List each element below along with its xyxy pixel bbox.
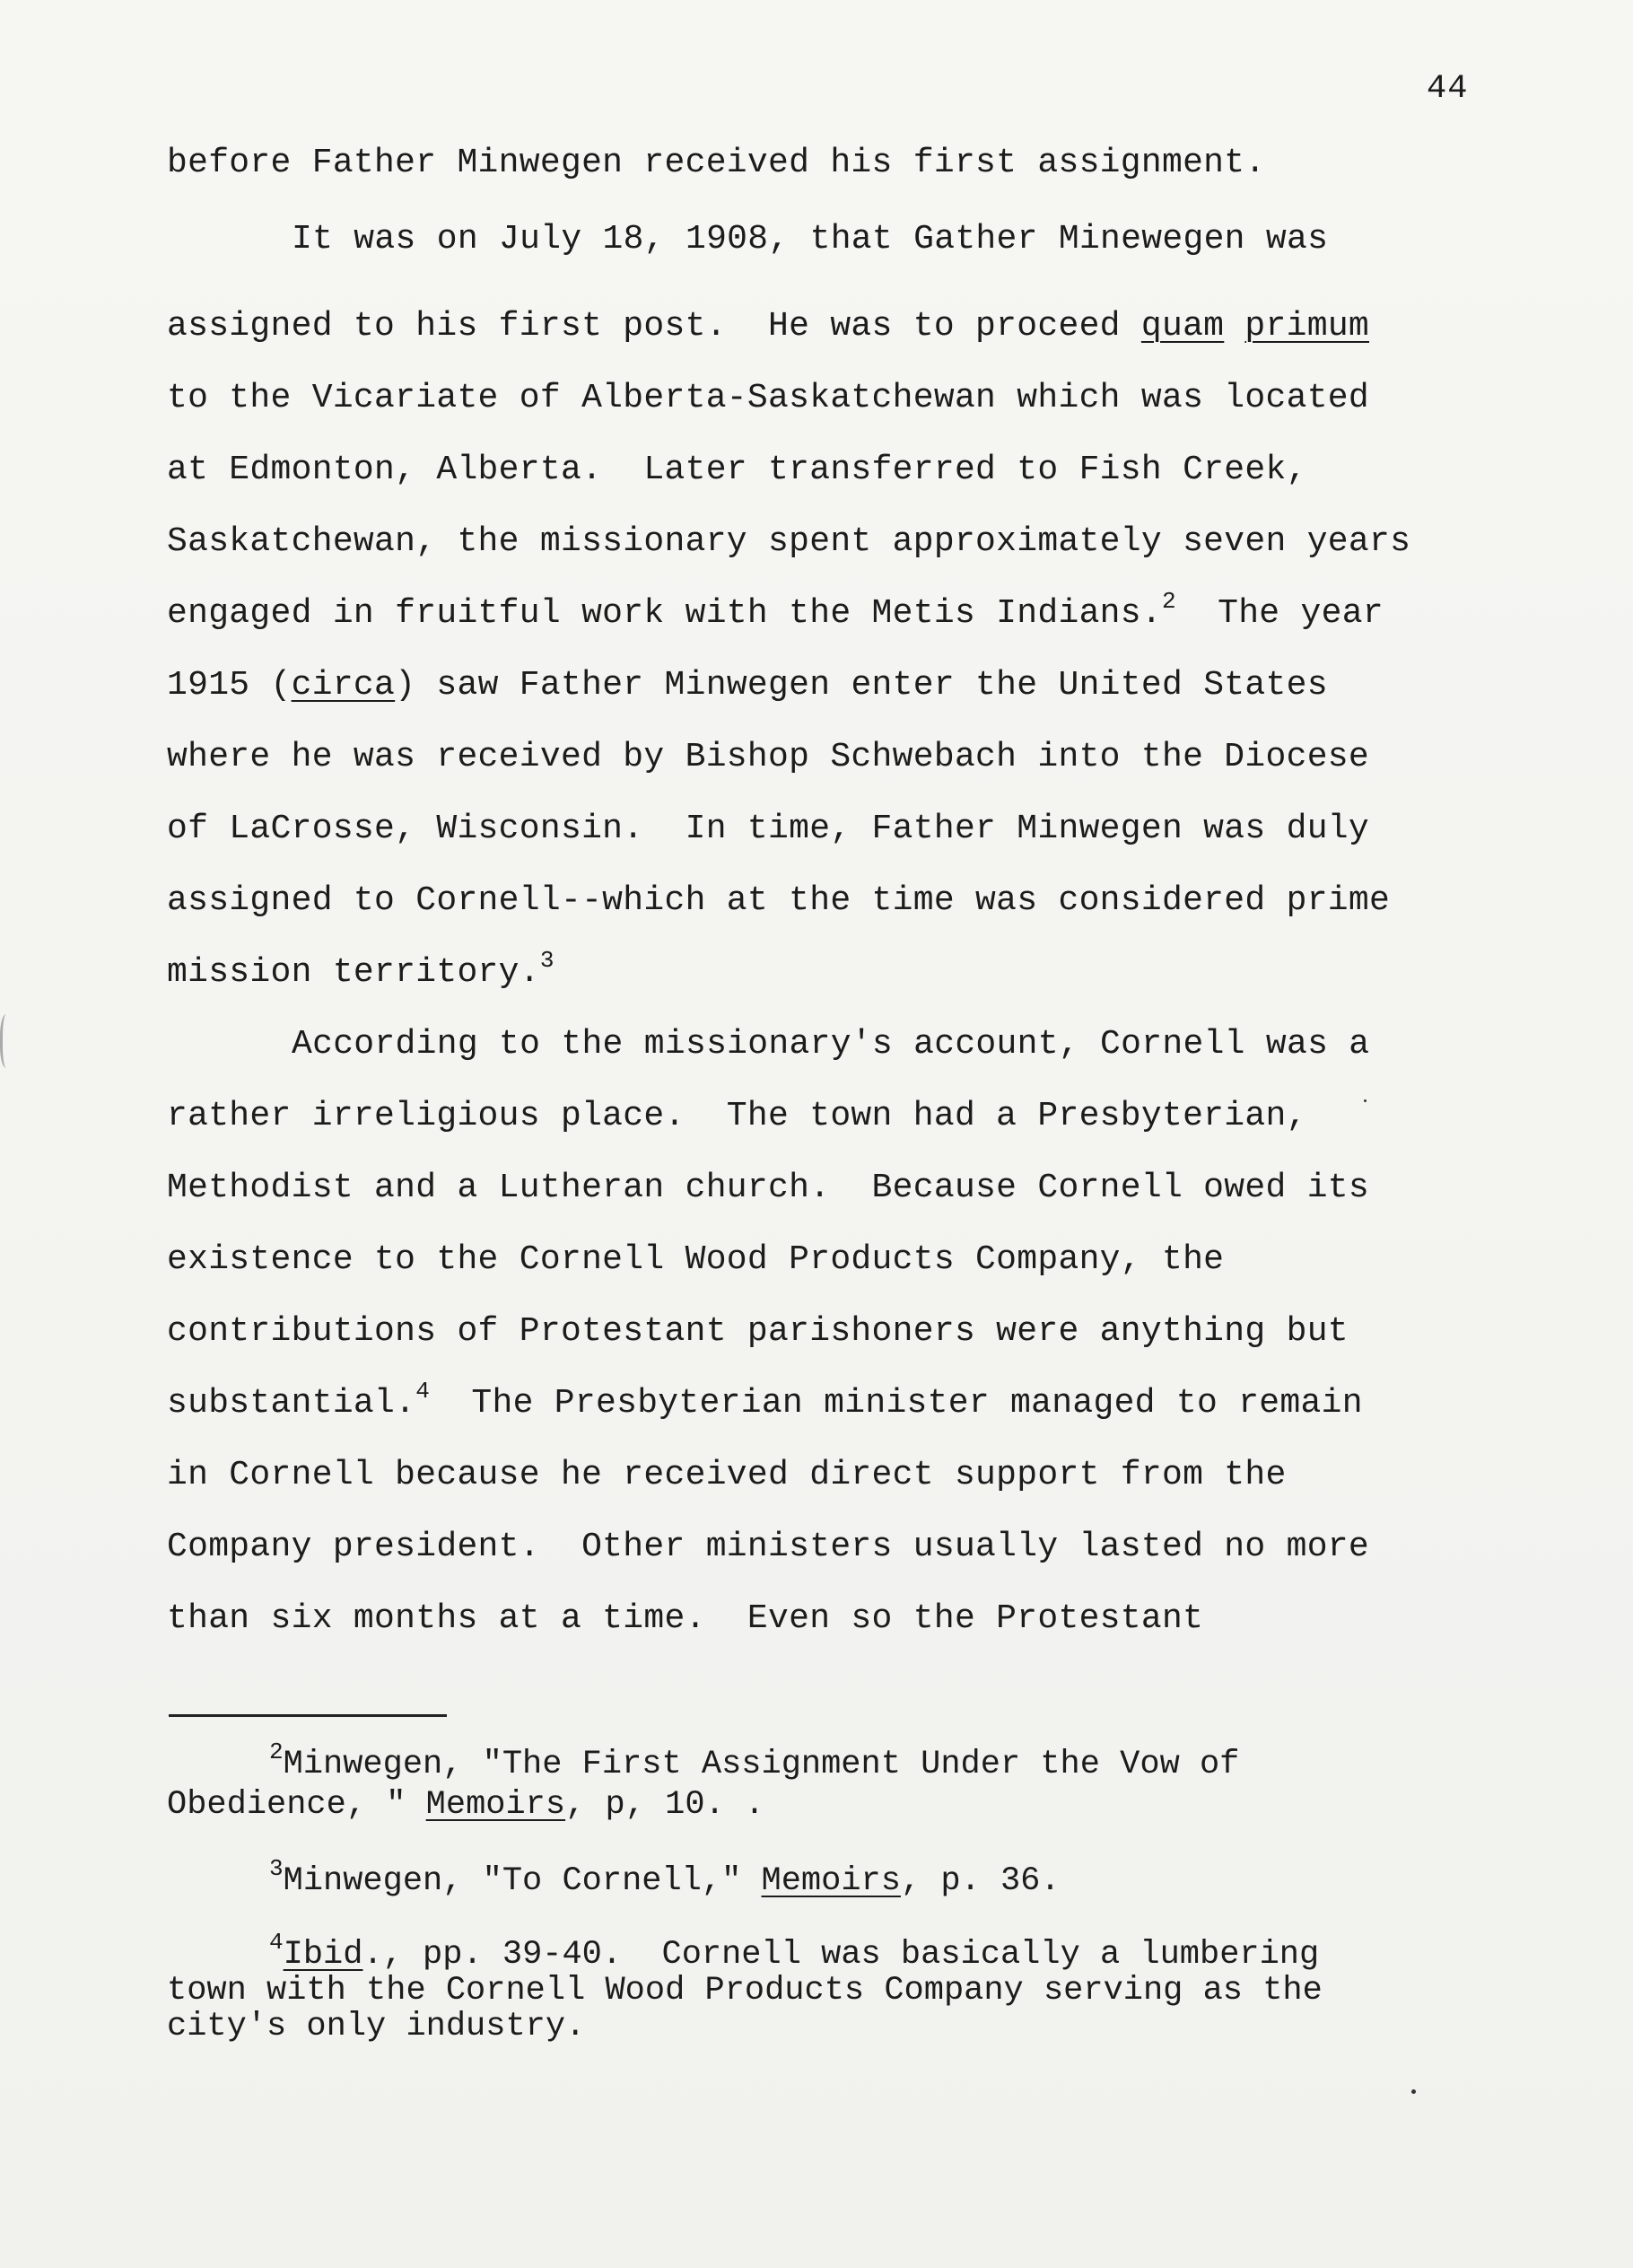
footnote-text: Minwegen, "To Cornell,"	[283, 1862, 762, 1900]
footnote-title: Memoirs	[425, 1786, 566, 1824]
body-line-3	[167, 307, 1369, 346]
body-line-12	[167, 947, 555, 992]
footnote-title: Memoirs	[761, 1862, 901, 1900]
body-line-7	[167, 588, 1384, 633]
paper-speck	[1364, 1099, 1367, 1102]
body-text: engaged in fruitful work with the Metis Indians.	[167, 594, 1162, 633]
latin-circa: circa	[291, 666, 396, 705]
latin-quam: quam	[1140, 307, 1225, 346]
space	[1224, 307, 1244, 346]
body-line-9: where he was received by Bishop Schwebach into the Diocese	[167, 738, 1370, 776]
body-line-5: at Edmonton, Alberta. Later transferred to Fish Creek,	[167, 451, 1307, 489]
body-text: The year	[1175, 594, 1384, 633]
footnote-ref-2: 2	[1161, 588, 1176, 615]
footnote-4-line-1	[269, 1929, 1320, 1975]
body-line-6: Saskatchewan, the missionary spent approximately seven years	[167, 522, 1411, 561]
footnote-text: ., pp. 39-40. Cornell was basically a lumbering	[362, 1936, 1320, 1974]
footnote-4-line-2: town with the Cornell Wood Products Company serving as the	[167, 1972, 1323, 2010]
page-edge-mark	[0, 1014, 15, 1068]
footnote-ibid: Ibid	[283, 1936, 363, 1974]
body-line-4: to the Vicariate of Alberta-Saskatchewan which was located	[167, 379, 1370, 417]
body-line-20: Company president. Other ministers usually lasted no more	[167, 1528, 1370, 1566]
footnote-3	[269, 1855, 1061, 1900]
footnote-number: 2	[269, 1738, 284, 1765]
body-text: substantial.	[167, 1384, 416, 1423]
footnote-text: , p. 36.	[900, 1862, 1061, 1900]
body-line-14: rather irreligious place. The town had a Presbyterian,	[167, 1097, 1307, 1135]
body-line-21: than six months at a time. Even so the Protestant	[167, 1599, 1204, 1638]
body-line-16: existence to the Cornell Wood Products Company, the	[167, 1240, 1225, 1279]
footnote-ref-3: 3	[539, 947, 555, 974]
footnote-number: 4	[269, 1929, 284, 1956]
paper-speck	[1411, 2089, 1416, 2094]
footnote-2-line-2	[167, 1786, 764, 1824]
body-line-15: Methodist and a Lutheran church. Because Cornell owed its	[167, 1169, 1370, 1207]
body-line-19: in Cornell because he received direct support from the	[167, 1456, 1287, 1494]
body-line-10: of LaCrosse, Wisconsin. In time, Father Minwegen was duly	[167, 810, 1370, 848]
latin-primum: primum	[1244, 307, 1370, 346]
page-number: 44	[1427, 70, 1469, 108]
footnote-text: , p, 10. .	[565, 1786, 765, 1824]
footnote-text: Obedience, "	[167, 1786, 426, 1824]
body-text: 1915 (	[167, 666, 292, 705]
body-line-2: It was on July 18, 1908, that Gather Minewegen was	[292, 220, 1329, 258]
body-line-18	[167, 1378, 1363, 1423]
footnote-ref-4: 4	[415, 1378, 431, 1405]
body-text: The Presbyterian minister managed to remain	[430, 1384, 1363, 1423]
body-line-17: contributions of Protestant parishoners were anything but	[167, 1312, 1349, 1351]
body-text: mission territory.	[167, 953, 540, 992]
body-text: assigned to his first post. He was to proceed	[167, 307, 1141, 346]
footnote-4-line-3: city's only industry.	[167, 2008, 586, 2045]
body-line-11: assigned to Cornell--which at the time was considered prime	[167, 881, 1391, 920]
footnote-2-line-1	[269, 1738, 1240, 1783]
body-line-13: According to the missionary's account, Cornell was a	[292, 1025, 1370, 1064]
body-text: ) saw Father Minwegen enter the United States	[395, 666, 1328, 705]
body-line-1: before Father Minwegen received his first assignment.	[167, 144, 1266, 182]
body-line-8	[167, 666, 1328, 705]
footnote-text: Minwegen, "The First Assignment Under the Vow of	[283, 1746, 1240, 1783]
footnote-separator	[169, 1714, 447, 1717]
footnote-number: 3	[269, 1855, 284, 1882]
